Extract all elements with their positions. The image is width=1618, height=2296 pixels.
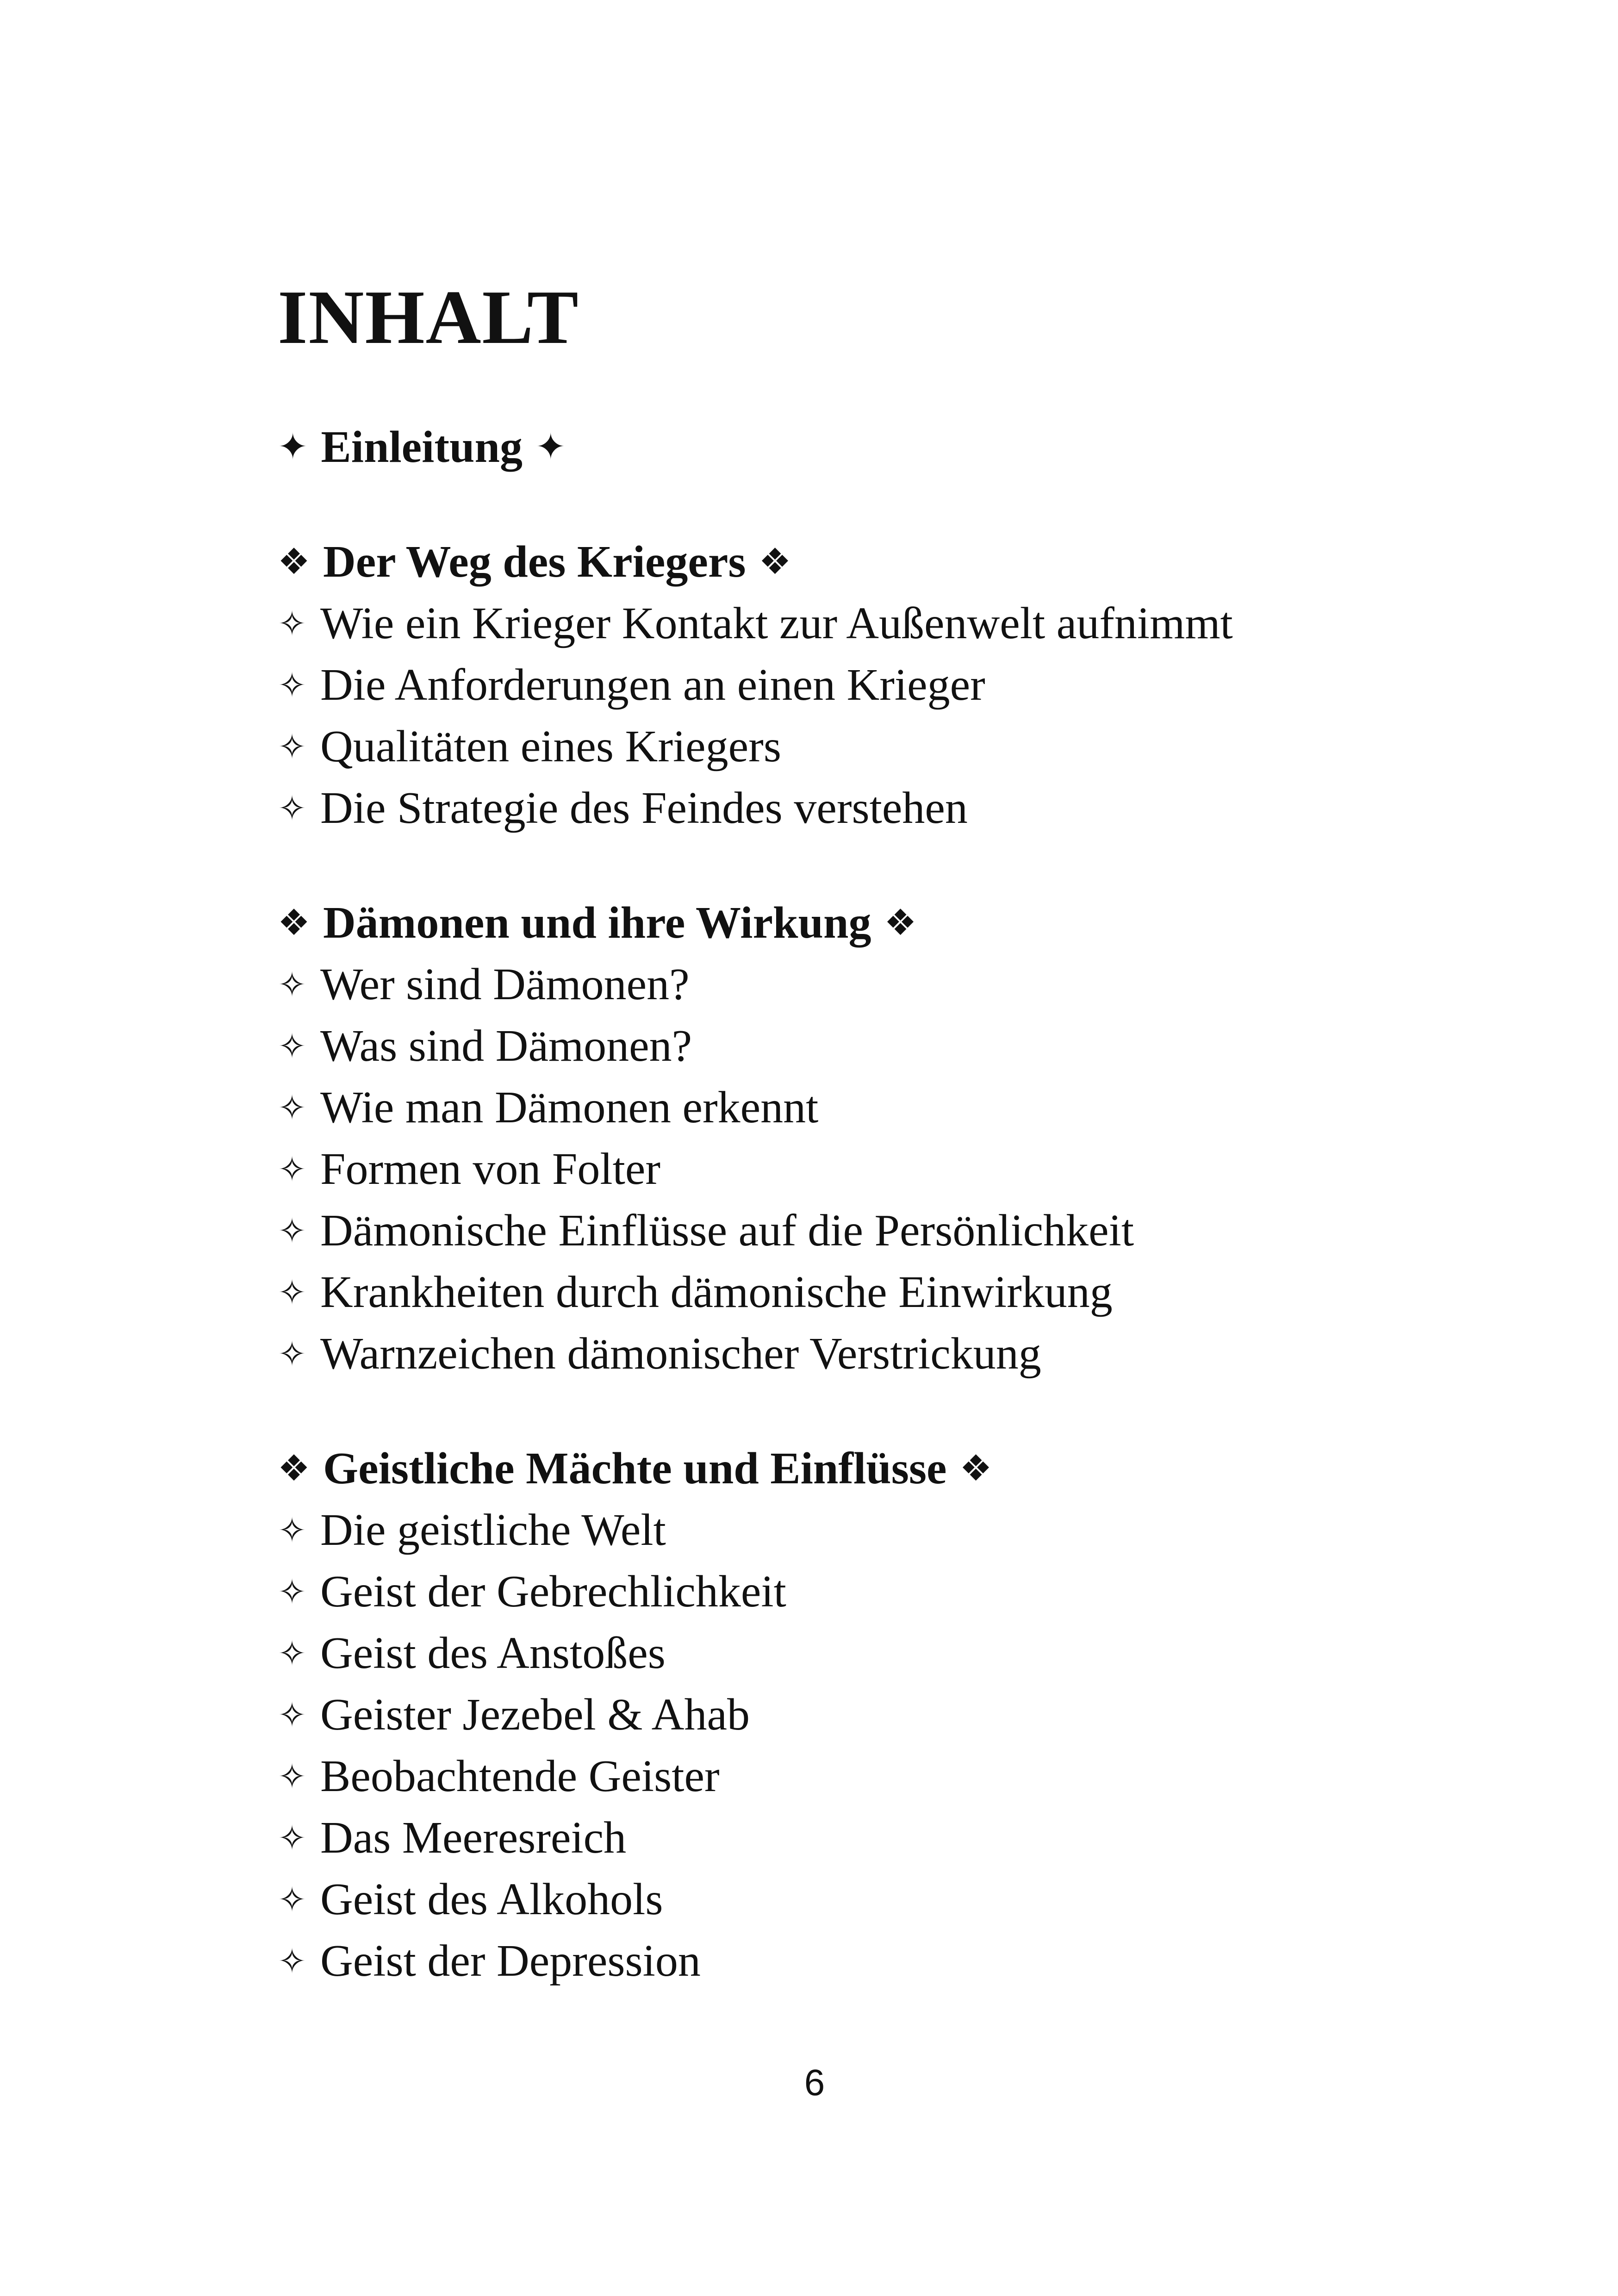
toc-item (278, 1139, 660, 1200)
toc-heading-label: Einleitung (321, 422, 523, 472)
toc-item (278, 1869, 663, 1930)
outlined-star-bullet-icon: ✧ (278, 1941, 307, 1981)
toc-heading-der-weg-des-kriegers (278, 531, 791, 593)
toc-heading-label: Dämonen und ihre Wirkung (323, 898, 871, 948)
toc-item-label: Geist der Gebrechlichkeit (320, 1567, 786, 1617)
toc-item-label: Formen von Folter (320, 1144, 660, 1194)
toc-item (278, 593, 1233, 654)
outlined-star-bullet-icon: ✧ (278, 1572, 307, 1612)
toc-item (278, 1077, 818, 1139)
toc-item (278, 778, 968, 839)
toc-item-label: Das Meeresreich (320, 1813, 627, 1863)
toc-item-label: Wie man Dämonen erkennt (320, 1083, 819, 1132)
diamond-ornament-icon: ❖ (959, 1448, 992, 1489)
toc-item (278, 1500, 666, 1561)
toc-item-label: Was sind Dämonen? (320, 1021, 692, 1071)
toc-item (278, 1262, 1113, 1323)
toc-item-label: Beobachtende Geister (320, 1751, 720, 1801)
toc-item (278, 654, 985, 716)
diamond-ornament-icon: ❖ (278, 1448, 310, 1489)
toc-item-label: Wer sind Dämonen? (320, 959, 690, 1009)
toc-item (278, 1746, 720, 1807)
toc-heading-geistliche-maechte (278, 1438, 992, 1500)
four-point-star-icon: ✦ (535, 426, 566, 468)
toc-item (278, 716, 781, 778)
toc-item-label: Geist des Alkohols (320, 1874, 663, 1924)
outlined-star-bullet-icon: ✧ (278, 1027, 307, 1066)
outlined-star-bullet-icon: ✧ (278, 1273, 307, 1313)
outlined-star-bullet-icon: ✧ (278, 1695, 307, 1735)
diamond-ornament-icon: ❖ (884, 902, 917, 944)
toc-item-label: Krankheiten durch dämonische Einwirkung (320, 1267, 1113, 1317)
outlined-star-bullet-icon: ✧ (278, 1880, 307, 1920)
toc-item (278, 1323, 1041, 1385)
toc-heading-daemonen-und-ihre-wirkung (278, 892, 916, 954)
toc-item (278, 1807, 626, 1869)
toc-item (278, 1200, 1134, 1262)
diamond-ornament-icon: ❖ (278, 902, 310, 944)
outlined-star-bullet-icon: ✧ (278, 1634, 307, 1674)
toc-item-label: Geist der Depression (320, 1936, 701, 1986)
outlined-star-bullet-icon: ✧ (278, 1511, 307, 1550)
toc-item (278, 1684, 750, 1746)
toc-item (278, 954, 690, 1015)
toc-item-label: Qualitäten eines Kriegers (320, 722, 781, 772)
diamond-ornament-icon: ❖ (759, 541, 791, 583)
toc-item-label: Die Strategie des Feindes verstehen (320, 783, 968, 833)
outlined-star-bullet-icon: ✧ (278, 965, 307, 1005)
toc-item (278, 1561, 786, 1623)
toc-item-label: Warnzeichen dämonischer Verstrickung (320, 1329, 1041, 1379)
outlined-star-bullet-icon: ✧ (278, 666, 307, 705)
toc-item-label: Dämonische Einflüsse auf die Persönlichkeit (320, 1206, 1134, 1256)
toc-item-label: Die Anforderungen an einen Krieger (320, 660, 985, 710)
toc-item (278, 1930, 701, 1992)
outlined-star-bullet-icon: ✧ (278, 1211, 307, 1251)
outlined-star-bullet-icon: ✧ (278, 1088, 307, 1128)
toc-item-label: Geister Jezebel & Ahab (320, 1690, 750, 1740)
four-point-star-icon: ✦ (278, 426, 308, 468)
toc-heading-label: Der Weg des Kriegers (323, 537, 746, 587)
toc-item-label: Wie ein Krieger Kontakt zur Außenwelt aufnimmt (320, 598, 1233, 648)
toc-item-label: Geist des Anstoßes (320, 1628, 666, 1678)
outlined-star-bullet-icon: ✧ (278, 1818, 307, 1858)
toc-item (278, 1623, 666, 1684)
diamond-ornament-icon: ❖ (278, 541, 310, 583)
outlined-star-bullet-icon: ✧ (278, 1150, 307, 1189)
outlined-star-bullet-icon: ✧ (278, 1334, 307, 1374)
toc-item (278, 1015, 692, 1077)
toc-heading-einleitung (278, 417, 566, 478)
outlined-star-bullet-icon: ✧ (278, 727, 307, 767)
outlined-star-bullet-icon: ✧ (278, 789, 307, 828)
outlined-star-bullet-icon: ✧ (278, 604, 307, 644)
toc-item-label: Die geistliche Welt (320, 1505, 666, 1555)
toc-heading-label: Geistliche Mächte und Einflüsse (323, 1444, 947, 1493)
page-title: INHALT (278, 274, 579, 360)
outlined-star-bullet-icon: ✧ (278, 1757, 307, 1797)
page-number: 6 (804, 2062, 825, 2103)
